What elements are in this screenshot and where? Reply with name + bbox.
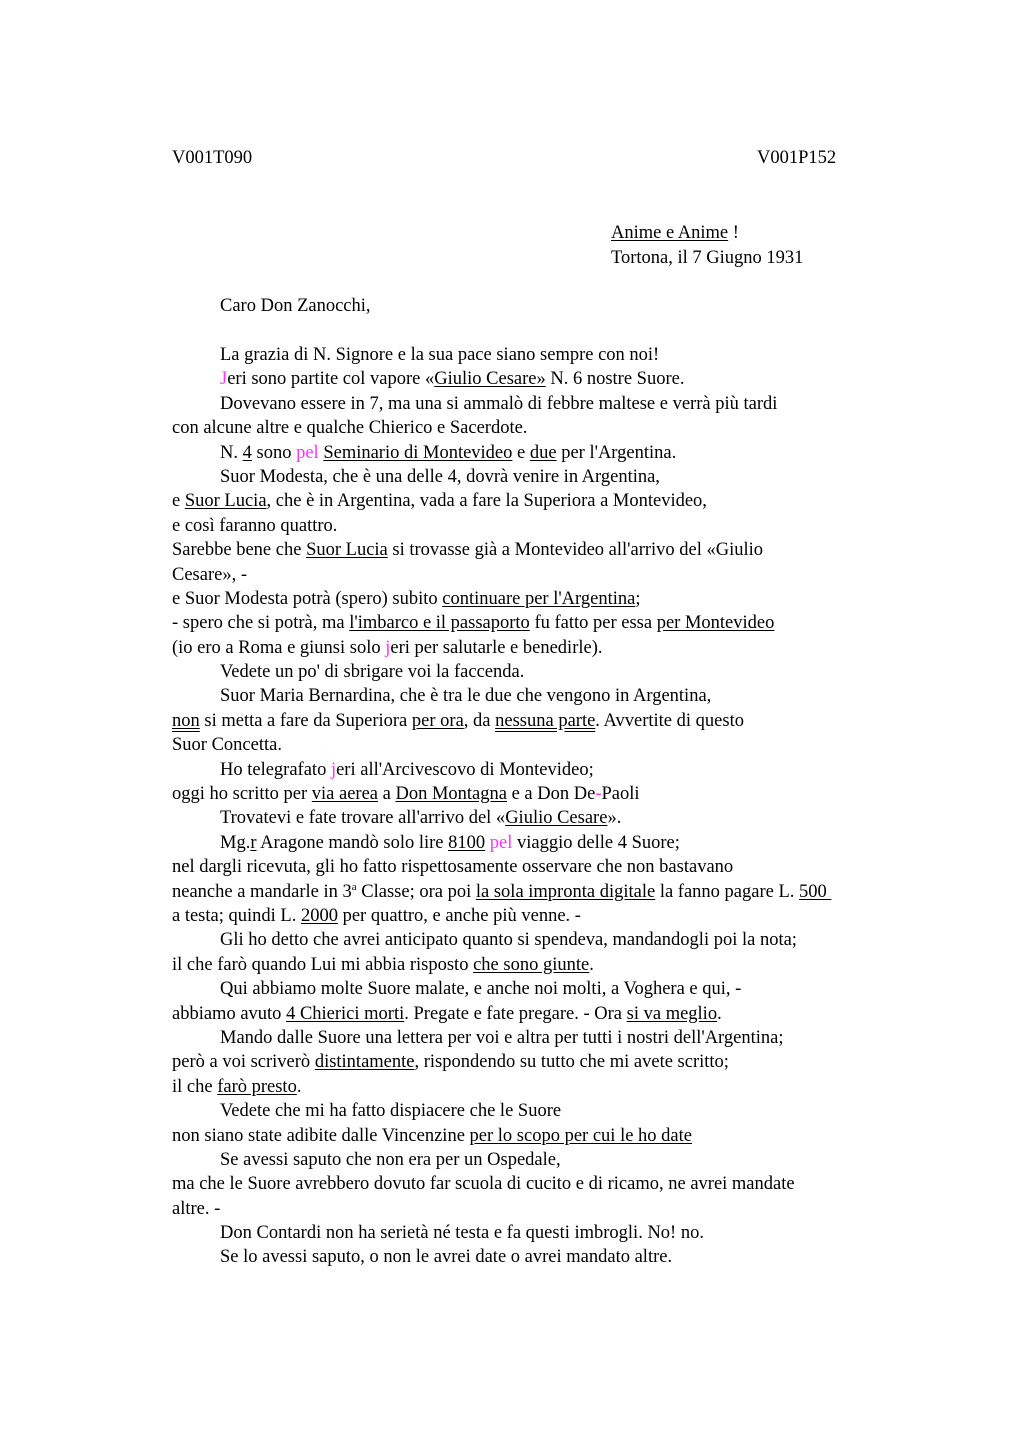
text-run: a testa; quindi L. <box>172 905 301 926</box>
body-line <box>172 1197 992 1221</box>
highlighted-run: j <box>385 637 391 658</box>
body-line <box>172 904 992 928</box>
highlighted-run: - <box>595 784 602 805</box>
text-run: il che <box>172 1076 218 1097</box>
text-run: viaggio delle 4 Suore; <box>512 832 680 853</box>
text-run: Suor Maria Bernardina, che è tra le due che vengono in Argentina, <box>220 686 712 707</box>
underlined-run: Suor Lucia <box>306 540 388 561</box>
text-run: Sarebbe bene che <box>172 540 307 561</box>
text-run: nel dargli ricevuta, gli ho fatto rispettosamente osservare che non bastavano <box>172 857 734 878</box>
text-run: . Pregate e fate pregare. - Ora <box>404 1003 627 1024</box>
underlined-run: Giulio Cesare» <box>434 369 546 390</box>
body-line <box>172 367 992 391</box>
text-run: e a Don De <box>506 784 596 805</box>
dateline <box>611 221 803 270</box>
body-line <box>172 1050 992 1074</box>
text-run: e <box>172 491 185 512</box>
underlined-run: Giulio Cesare <box>505 808 608 829</box>
text-run: e Suor Modesta potrà (spero) subito <box>172 588 443 609</box>
body-line <box>172 343 992 367</box>
body-line <box>172 1002 992 1026</box>
text-run: Don Contardi non ha serietà né testa e fa questi imbrogli. No! no. <box>220 1223 704 1244</box>
body-line <box>172 782 992 806</box>
text-run: Trovatevi e fate trovare all'arrivo del « <box>220 808 506 829</box>
underlined-run: che sono giunte <box>473 954 590 975</box>
text-run: . <box>589 954 594 975</box>
underlined-run: 4 Chierici morti <box>286 1003 405 1024</box>
text-run: ; <box>635 588 641 609</box>
text-run: Suor Concetta. <box>172 735 282 756</box>
text-run: fu fatto per essa <box>529 613 657 634</box>
text-run: neanche a mandarle in 3 <box>172 881 352 902</box>
body-line <box>172 1099 992 1123</box>
body-line <box>172 1221 992 1245</box>
underlined-run: si va meglio <box>626 1003 718 1024</box>
text-run: si trovasse già a Montevideo all'arrivo del «Giulio <box>387 540 764 561</box>
text-run: e così faranno quattro. <box>172 515 338 536</box>
double-underlined-run: nessuna parte <box>495 710 596 731</box>
text-run: . <box>296 1076 302 1097</box>
underlined-run: l'imbarco e il passaporto <box>349 613 530 634</box>
text-run: il che farò quando Lui mi abbia risposto <box>172 954 474 975</box>
body-line <box>172 1124 992 1148</box>
text-run: ma che le Suore avrebbero dovuto far scuola di cucito e di ricamo, ne avrei mandate <box>172 1174 795 1195</box>
text-run: Qui abbiamo molte Suore malate, e anche noi molti, a Voghera e qui, - <box>220 979 742 1000</box>
body-line <box>172 953 992 977</box>
body-line <box>172 611 992 635</box>
underlined-run: Suor Lucia <box>184 491 267 512</box>
text-run: eri per salutarle e benedirle). <box>390 637 603 658</box>
underlined-run: Seminario di Montevideo <box>323 442 513 463</box>
place-date: Tortona, il 7 Giugno 1931 <box>611 247 804 268</box>
body-line <box>172 977 992 1001</box>
motto <box>611 221 803 246</box>
text-run: non siano state adibite dalle Vincenzine <box>172 1125 470 1146</box>
text-run: La grazia di N. Signore e la sua pace siano sempre con noi! <box>220 345 660 365</box>
text-run: oggi ho scritto per <box>172 784 312 805</box>
underlined-run: 8100 <box>448 832 486 853</box>
highlighted-run: j <box>330 759 337 780</box>
text-run: Classe; ora poi <box>356 881 476 902</box>
motto-text: Anime e Anime <box>611 223 729 243</box>
body-line <box>172 758 992 782</box>
highlighted-run: pel <box>296 442 319 463</box>
underlined-run: r <box>250 832 257 853</box>
underlined-run: via aerea <box>311 784 378 805</box>
underlined-run: farò presto <box>217 1076 297 1097</box>
text-run: Ho telegrafato <box>220 759 331 780</box>
text-run: si metta a fare da Superiora <box>199 710 412 731</box>
body-line <box>172 489 992 513</box>
body-line <box>172 733 992 757</box>
text-run: - spero che si potrà, ma <box>172 613 350 634</box>
text-run: per l'Argentina. <box>556 442 677 463</box>
body-line <box>172 1026 992 1050</box>
text-run: Cesare», - <box>172 564 247 585</box>
body-line <box>172 928 992 952</box>
text-run: , da <box>463 710 496 731</box>
body-line <box>172 441 992 465</box>
underlined-run: due <box>529 442 557 463</box>
text-run: . <box>717 1003 722 1024</box>
body-line <box>172 806 992 830</box>
text-run: . Avvertite di questo <box>595 710 744 731</box>
body-line <box>172 1172 992 1196</box>
text-run: con alcune altre e qualche Chierico e Sacerdote. <box>172 418 528 439</box>
highlighted-run: pel <box>489 832 513 853</box>
text-run: (io ero a Roma e giunsi solo <box>172 637 386 658</box>
text-run: la fanno pagare L. <box>655 881 800 902</box>
body-line <box>172 660 992 684</box>
body-line <box>172 684 992 708</box>
body-line <box>172 855 992 879</box>
text-run: Vedete un po' di sbrigare voi la faccenda. <box>220 662 525 683</box>
underlined-run: 4 <box>242 442 252 463</box>
salutation: Caro Don Zanocchi, <box>220 296 371 316</box>
page-header-right-code: V001P152 <box>757 148 837 168</box>
text-run: Paoli <box>601 784 640 805</box>
underlined-run: per ora <box>411 710 464 731</box>
underlined-run: 2000 <box>300 905 338 926</box>
body-line <box>172 538 992 562</box>
underlined-run: continuare per l'Argentina <box>442 588 636 609</box>
text-run: però a voi scriverò <box>172 1052 315 1073</box>
double-underlined-run: non <box>172 710 200 731</box>
text-run: eri sono partite col vapore « <box>227 369 435 390</box>
text-run: Se avessi saputo che non era per un Ospedale, <box>220 1149 561 1170</box>
body-line <box>172 514 992 538</box>
underlined-run: Don Montagna <box>395 784 507 805</box>
underlined-run: per lo scopo per cui le ho date <box>469 1125 692 1146</box>
underlined-run: la sola impronta digitale <box>475 881 656 902</box>
body-line <box>172 880 992 904</box>
body-line <box>172 636 992 660</box>
text-run: Se lo avessi saputo, o non le avrei date o avrei mandato altre. <box>220 1247 673 1268</box>
body-line <box>172 587 992 611</box>
body-line <box>172 1075 992 1099</box>
text-run: a <box>378 784 396 805</box>
text-run: eri all'Arcivescovo di Montevideo; <box>336 759 594 780</box>
body-line <box>172 465 992 489</box>
text-run: Vedete che mi ha fatto dispiacere che le Suore <box>220 1101 562 1122</box>
text-run: sono <box>251 442 297 463</box>
body-line <box>172 831 992 855</box>
underlined-run: distintamente <box>314 1052 415 1073</box>
text-run: Dovevano essere in 7, ma una si ammalò di febbre maltese e verrà più tardi <box>220 393 778 414</box>
text-run: ». <box>607 808 622 829</box>
body-line <box>172 563 992 587</box>
letter-body <box>172 343 992 1270</box>
text-run: Mando dalle Suore una lettera per voi e altra per tutti i nostri dell'Argentina; <box>220 1027 784 1048</box>
underlined-run: per Montevideo <box>656 613 775 634</box>
text-run: altre. - <box>172 1198 221 1219</box>
text-run: , rispondendo su tutto che mi avete scritto; <box>414 1052 729 1073</box>
body-line <box>172 1245 992 1269</box>
motto-exclamation: ! <box>728 223 739 243</box>
text-run: per quattro, e anche più venne. - <box>337 905 581 926</box>
body-line <box>172 416 992 440</box>
text-run: N. 6 nostre Suore. <box>545 369 685 390</box>
body-line <box>172 709 992 733</box>
text-run: N. <box>220 442 243 463</box>
text-run: , che è in Argentina, vada a fare la Superiora a Montevideo, <box>266 491 707 512</box>
text-run: abbiamo avuto <box>172 1003 287 1024</box>
body-line <box>172 392 992 416</box>
superscript-run: a <box>351 880 357 893</box>
page-header-left-code: V001T090 <box>172 148 253 168</box>
text-run: Gli ho detto che avrei anticipato quanto si spendeva, mandandogli poi la nota; <box>220 930 797 951</box>
text-run: e <box>512 442 530 463</box>
text-run: Suor Modesta, che è una delle 4, dovrà venire in Argentina, <box>220 466 660 487</box>
text-run: Aragone mandò solo lire <box>256 832 449 853</box>
body-line <box>172 1148 992 1172</box>
underlined-run: 500 <box>799 881 832 902</box>
text-run: Mg. <box>220 832 251 853</box>
highlighted-run: J <box>220 369 228 390</box>
